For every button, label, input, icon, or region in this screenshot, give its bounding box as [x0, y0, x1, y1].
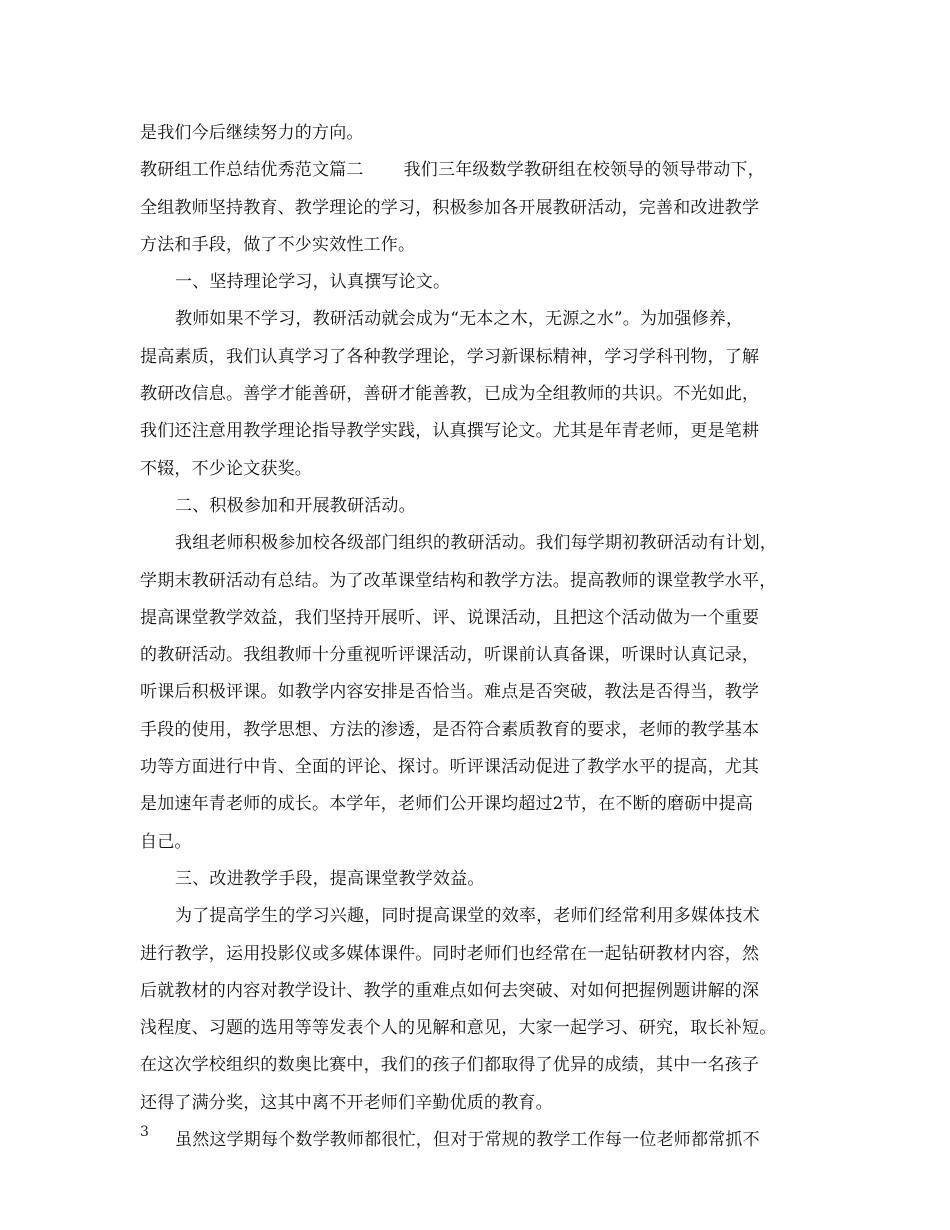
text-line: 在这次学校组织的数奥比赛中，我们的孩子们都取得了优异的成绩，其中一名孩子: [140, 1055, 760, 1076]
text-line: 虽然这学期每个数学教师都很忙，但对于常规的教学工作每一位老师都常抓不: [175, 1130, 760, 1151]
text-line: 后就教材的内容对教学设计、教学的重难点如何去突破、对如何把握例题讲解的深: [140, 980, 760, 1001]
text-line: 我们三年级数学教研组在校领导的领导带动下，: [403, 160, 765, 181]
text-line: 进行教学，运用投影仪或多媒体课件。同时老师们也经常在一起钻研教材内容，然: [140, 943, 760, 964]
section-heading-2: 二、积极参加和开展教研活动。: [175, 495, 416, 516]
text-line: 自己。: [140, 831, 192, 852]
text-line: 我组老师积极参加校各级部门组织的教研活动。我们每学期初教研活动有计划，: [175, 533, 777, 554]
text-line: 提高素质，我们认真学习了各种教学理论，学习新课标精神，学习学科刊物，了解: [140, 346, 760, 367]
text-line: 学期末教研活动有总结。为了改革课堂结构和教学方法。提高教师的课堂教学水平，: [140, 570, 777, 591]
text-line: 浅程度、习题的选用等等发表个人的见解和意见，大家一起学习、研究，取长补短。: [140, 1018, 777, 1039]
section-heading-1: 一、坚持理论学习，认真撰写论文。: [175, 272, 451, 293]
text-line: 的教研活动。我组教师十分重视听评课活动，听课前认真备课，听课时认真记录，: [140, 645, 760, 666]
text-line: 教师如果不学习，教研活动就会成为“无本之木，无源之水”。为加强修养，: [175, 309, 744, 330]
text-line: 是我们今后继续努力的方向。: [140, 123, 364, 143]
text-line: 全组教师坚持教育、教学理论的学习，积极参加各开展教研活动，完善和改进教学: [140, 197, 760, 218]
page-number: 3: [140, 1124, 149, 1140]
article-subtitle: 教研组工作总结优秀范文篇二: [140, 160, 364, 181]
text-line: 还得了满分奖，这其中离不开老师们辛勤优质的教育。: [140, 1092, 553, 1113]
section-heading-3: 三、改进教学手段，提高课堂教学效益。: [175, 868, 485, 889]
text-line: 手段的使用，教学思想、方法的渗透，是否符合素质教育的要求，老师的教学基本: [140, 719, 760, 740]
text-line: 方法和手段，做了不少实效性工作。: [140, 234, 416, 255]
text-line: 提高课堂教学效益，我们坚持开展听、评、说课活动，且把这个活动做为一个重要: [140, 607, 760, 628]
text-line: 为了提高学生的学习兴趣，同时提高课堂的效率，老师们经常利用多媒体技术: [175, 906, 760, 927]
text-line: 我们还注意用教学理论指导教学实践，认真撰写论文。尤其是年青老师，更是笔耕: [140, 421, 760, 442]
text-line: 听课后积极评课。如教学内容安排是否恰当。难点是否突破，教法是否得当，教学: [140, 682, 760, 703]
document-body: [140, 115, 830, 1159]
text-line: 教研改信息。善学才能善研，善研才能善教，已成为全组教师的共识。不光如此，: [140, 384, 760, 405]
text-line: 是加速年青老师的成长。本学年，老师们公开课均超过2节，在不断的磨砺中提高: [140, 794, 754, 815]
text-line-with-heading: [140, 152, 830, 189]
text-line: 功等方面进行中肯、全面的评论、探讨。听评课活动促进了教学水平的提高，尤其: [140, 757, 760, 778]
text-line: 不辍，不少论文获奖。: [140, 458, 312, 479]
